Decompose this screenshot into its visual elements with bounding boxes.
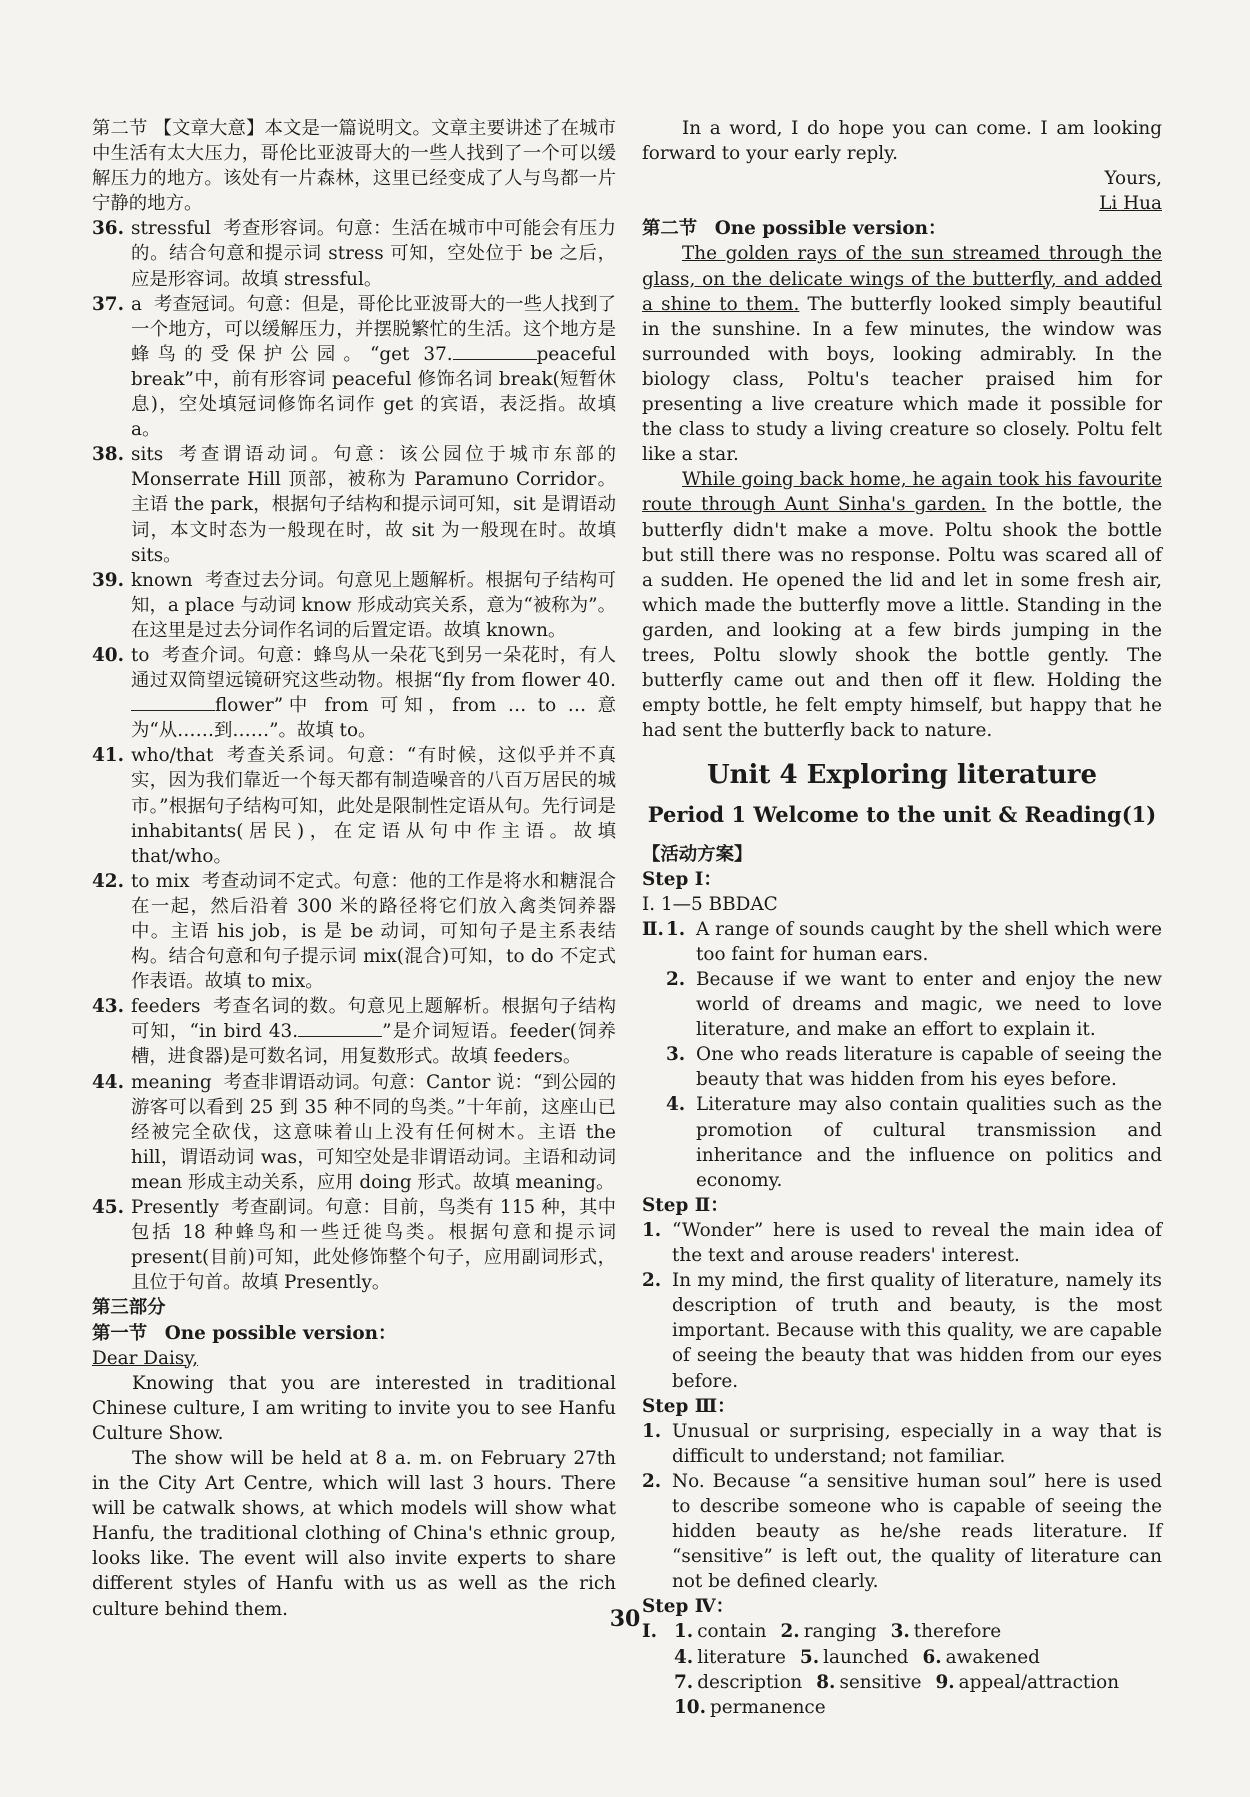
item-text: One who reads literature is capable of seeing the beauty that was hidden from his eyes before.	[696, 1044, 1162, 1091]
answer-item	[92, 743, 616, 868]
vocab-number: 5.	[799, 1646, 820, 1668]
section1-heading: 第一节 One possible version：	[92, 1322, 397, 1344]
item-text: No. Because “a sensitive human soul” here is used to describe someone who is capable of seeing the hidden beauty as he/she reads literature. If “sensitive” is left out, the quality of literature can not be defined clearly.	[672, 1470, 1162, 1593]
item-explanation-cont: ”是介词短语。feeder(饲养槽，进食器)是可数名词，用复数形式。故填 feeders。	[131, 1021, 616, 1068]
vocab-item	[935, 1672, 1119, 1693]
item-number: 1.	[642, 1219, 662, 1241]
section2-heading: 第二节 One possible version：	[642, 218, 947, 240]
vocab-row	[674, 1670, 1162, 1695]
vocab-number: 6.	[922, 1646, 942, 1668]
item-number: 39.	[92, 569, 124, 591]
item-explanation: 考查非谓语动词。句意：Cantor 说：“到公园的游客可以看到 25 到 35 种不同的鸟类。”十年前，这座山已经被完全砍伐，这意味着山上没有任何树木。主语 the hill，谓语动词 was，可知空处是非谓语动词。主语和动词 mean 形成主动关系，应用 doing 形式。故填 meaning。	[131, 1071, 616, 1193]
vocab-number: 7.	[674, 1671, 694, 1693]
vocab-answers: Ⅰ. 1. contain 2. ranging 3. therefore 4. literature 5. launched 6. awakened 7. description 8. sensitive 9. appeal/attraction 10. permanence	[642, 1619, 1162, 1719]
activity-heading: 【活动方案】	[642, 843, 753, 865]
item-number: 40.	[92, 644, 124, 666]
item-explanation: 考查过去分词。句意见上题解析。根据句子结构可知，a place 与动词 know 形成动宾关系，意为“被称为”。在这里是过去分词作名词的后置定语。故填 known。	[131, 569, 616, 641]
item-explanation-cont: flower”中 from 可知，from … to … 意为“从……到……”。故填 to。	[131, 695, 616, 742]
item-number: 37.	[92, 293, 124, 315]
vocab-word: therefore	[913, 1621, 1002, 1643]
vocab-word: contain	[697, 1621, 767, 1643]
item-explanation: 考查副词。句意：目前，鸟类有 115 种，其中包括 18 种蜂鸟和一些迁徙鸟类。根据句意和提示词 present(目前)可知，此处修饰整个句子，应用副词形式，且位于句首。故填 Presently。	[131, 1197, 616, 1294]
answer-item	[642, 1268, 1162, 1393]
item-number: 3.	[666, 1044, 686, 1066]
vocab-item	[816, 1672, 921, 1693]
item-explanation: 考查形容词。句意：生活在城市中可能会有压力的。结合句意和提示词 stress 可知，空处位于 be 之后，应是形容词。故填 stressful。	[131, 218, 616, 290]
letter-paragraph: Knowing that you are interested in traditional Chinese culture, I am writing to invite you to see Hanfu Culture Show.	[92, 1372, 616, 1444]
vocab-item	[922, 1647, 1039, 1668]
item-answer: stressful	[131, 218, 211, 240]
item-explanation: 考查介词。句意：蜂鸟从一朵花飞到另一朵花时，有人通过双筒望远镜研究这些动物。根据“fly from flower 40.	[131, 644, 616, 692]
section2-summary: 第二节 【文章大意】本文是一篇说明文。文章主要讲述了在城市中生活有太大压力，哥伦比亚波哥大的一些人找到了一个可以缓解压力的地方。该处有一片森林，这里已经变成了人与鸟都一片宁静的地方。	[92, 118, 616, 215]
item-number: 41.	[92, 745, 124, 767]
item-number: 1.	[666, 918, 686, 940]
period-title: Period 1 Welcome to the unit & Reading(1)	[647, 802, 1157, 828]
item-explanation: 考查名词的数。句意见上题解析。根据句子结构可知，“in bird 43.	[131, 996, 616, 1043]
vocab-item	[674, 1697, 826, 1718]
letter-signature: Li Hua	[1099, 193, 1162, 215]
item-number: 36.	[92, 218, 124, 240]
item-text: Unusual or surprising, especially in a way that is difficult to understand; not familiar.	[672, 1420, 1162, 1467]
item-number: 45.	[92, 1197, 124, 1219]
item-text: Because if we want to enter and enjoy the new world of dreams and magic, we need to love literature, and make an effort to explain it.	[696, 969, 1162, 1041]
answer-item	[92, 292, 616, 443]
item-number: 38.	[92, 444, 124, 466]
part3-heading: 第三部分	[92, 1297, 166, 1319]
vocab-number: 8.	[816, 1671, 836, 1693]
item-number: 2.	[642, 1470, 662, 1492]
item-text: In my mind, the first quality of literature, namely its description of truth and beauty, is the most important. Because with this quality, we are capable of seeing the beauty that was hidden from our eyes before.	[672, 1270, 1162, 1392]
answer-item	[92, 869, 616, 994]
right-column	[642, 116, 1162, 1720]
item-text: “Wonder” here is used to reveal the main idea of the text and arouse readers' interest.	[672, 1219, 1162, 1267]
item-explanation: 考查关系词。句意：“有时候，这似乎并不真实，因为我们靠近一个每天都有制造噪音的八百万居民的城市。”根据句子结构可知，此处是限制性定语从句。先行词是 inhabitants(居民)，在定语从句中作主语。故填 that/who。	[131, 745, 616, 867]
answer-item	[92, 216, 616, 291]
step2-answers	[642, 1218, 1162, 1394]
vocab-word: awakened	[945, 1646, 1040, 1668]
answer-item	[92, 568, 616, 643]
answer-item	[92, 643, 616, 743]
vocab-word: ranging	[803, 1621, 877, 1643]
vocab-word: sensitive	[839, 1671, 922, 1693]
answer-item	[642, 1218, 1162, 1268]
item-answer: feeders	[131, 996, 201, 1018]
vocab-number: 2.	[780, 1621, 800, 1643]
item-number: 4.	[666, 1094, 686, 1116]
answer-item	[92, 1195, 616, 1295]
vocab-word: description	[697, 1671, 803, 1693]
item-text: Literature may also contain qualities such as the promotion of cultural transmission and inheritance and the influence on politics and economy.	[696, 1094, 1162, 1191]
item-text: A range of sounds caught by the shell which were too faint for human ears.	[696, 918, 1162, 965]
vocab-number: 9.	[935, 1671, 955, 1693]
letter-paragraph: In a word, I do hope you can come. I am looking forward to your early reply.	[642, 118, 1162, 165]
answer-item	[92, 994, 616, 1069]
item-explanation-cont: peaceful break”中，前有形容词 peaceful 修饰名词 break(短暂休息)，空处填冠词修饰名词作 get 的宾语，表泛指。故填 a。	[131, 343, 616, 441]
item-explanation: 考查动词不定式。句意：他的工作是将水和糖混合在一起，然后沿着 300 米的路径将它们放入禽类饲养器中。主语 his job，is 是 be 动词，可知句子是主系表结构。结合句意和句子提示词 mix(混合)可知，to do 不定式作表语。故填 to mix。	[131, 870, 616, 993]
vocab-item	[674, 1672, 802, 1693]
item-explanation: 考查谓语动词。句意：该公园位于城市东部的 Monserrate Hill 顶部，被称为 Paramuno Corridor。主语 the park，根据句子结构和提示词可知，sit 是谓语动词，本文时态为一般现在时，故 sit 为一般现在时。故填 sits。	[131, 444, 616, 566]
step1-heading: Step Ⅰ：	[642, 868, 722, 890]
item-explanation: 考查冠词。句意：但是，哥伦比亚波哥大的一些人找到了一个地方，可以缓解压力，并摆脱繁忙的生活。这个地方是蜂鸟的受保护公园。“get 37.	[131, 293, 616, 365]
vocab-number: 3.	[890, 1621, 910, 1643]
item-answer: who/that	[131, 745, 214, 767]
vocab-number: 10.	[674, 1696, 706, 1718]
item-answer: sits	[131, 444, 164, 466]
item-answer: a	[131, 293, 142, 315]
answer-item	[666, 1092, 1162, 1192]
item-number: 2.	[666, 969, 686, 990]
item-answer: Presently	[131, 1197, 219, 1219]
answer-item	[92, 1070, 616, 1195]
vocab-word: appeal/attraction	[958, 1671, 1120, 1693]
vocab-item	[800, 1647, 909, 1668]
vocab-number: 1.	[674, 1621, 694, 1643]
vocab-word: literature	[697, 1646, 786, 1668]
vocab-number: 4.	[674, 1646, 694, 1668]
blank-line	[298, 1022, 382, 1037]
answer-list	[92, 216, 616, 1295]
answer-item	[666, 967, 1162, 1042]
answer-item	[642, 1469, 1162, 1594]
unit-title: Unit 4 Exploring literature	[706, 760, 1098, 791]
step1-answers: Ⅱ. 1. A range of sounds caught by the shell which were too faint for human ears. 2. Because if we want to enter and enjoy the new world of dreams and magic, we need to love literature, and make an effort to explain it. 3. One who reads literature is capable of seeing the beauty that was hidden from his eyes before. 4. Literature may also contain qualities such as the promotion of cultural transmission and inheritance and the influence on politics and economy.	[642, 917, 1162, 1193]
step3-heading: Step Ⅲ：	[642, 1395, 736, 1417]
step1-choices: Ⅰ. 1—5 BBDAC	[642, 893, 778, 915]
blank-line	[131, 696, 215, 711]
answer-item	[642, 1419, 1162, 1469]
vocab-row	[674, 1645, 1162, 1670]
item-answer: to	[131, 644, 150, 666]
vocab-row	[674, 1695, 1162, 1720]
step4-heading: Step Ⅳ：	[642, 1596, 734, 1618]
step2-heading: Step Ⅱ：	[642, 1194, 729, 1216]
story-paragraph: While going back home, he again took his favourite route through Aunt Sinha's garden. In the bottle, the butterfly didn't make a move. Poltu shook the bottle but still there was no response. Poltu was scared all of a sudden. He opened the lid and let in some fresh air, which made the butterfly move a little. Standing in the garden, and looking at a few birds jumping in the trees, Poltu slowly shook the bottle gently. The butterfly came out and then off it flew. Holding the empty bottle, he felt empty himself, but happy that he had sent the butterfly back to nature.	[642, 469, 1162, 742]
letter-closing: Yours,	[1104, 168, 1162, 190]
item-answer: to mix	[131, 870, 190, 892]
story-paragraph: The golden rays of the sun streamed through the glass, on the delicate wings of the butterfly, and added a shine to them. The butterfly looked simply beautiful in the sunshine. In a few minutes, the window was surrounded with boys, looking admirably. In the biology class, Poltu's teacher praised him for presenting a live creature which made it possible for the class to study a living creature so closely. Poltu felt like a star.	[642, 243, 1162, 466]
letter-salutation: Dear Daisy,	[92, 1347, 199, 1369]
item-number: 44.	[92, 1071, 124, 1093]
vocab-item	[674, 1647, 786, 1668]
answer-item	[92, 442, 616, 567]
page-number: 30	[609, 1606, 641, 1632]
vocab-word: launched	[823, 1646, 909, 1668]
item-number: 42.	[92, 870, 124, 892]
item-number: 43.	[92, 996, 124, 1018]
item-answer: known	[131, 569, 193, 591]
letter-paragraph: The show will be held at 8 a. m. on February 27th in the City Art Centre, which will last 3 hours. There will be catwalk shows, at which models will show what Hanfu, the traditional clothing of China's ethnic group, looks like. The event will also invite experts to share different styles of Hanfu with us as well as the rich culture behind them.	[92, 1447, 616, 1620]
item-number: 1.	[642, 1420, 662, 1442]
answer-item	[666, 1042, 1162, 1092]
item-answer: meaning	[131, 1071, 212, 1093]
blank-line	[453, 345, 537, 360]
step3-answers	[642, 1419, 1162, 1595]
vocab-word: permanence	[710, 1696, 826, 1718]
left-column	[92, 116, 616, 1622]
item-number: 2.	[642, 1270, 662, 1292]
answer-item	[666, 917, 1162, 967]
